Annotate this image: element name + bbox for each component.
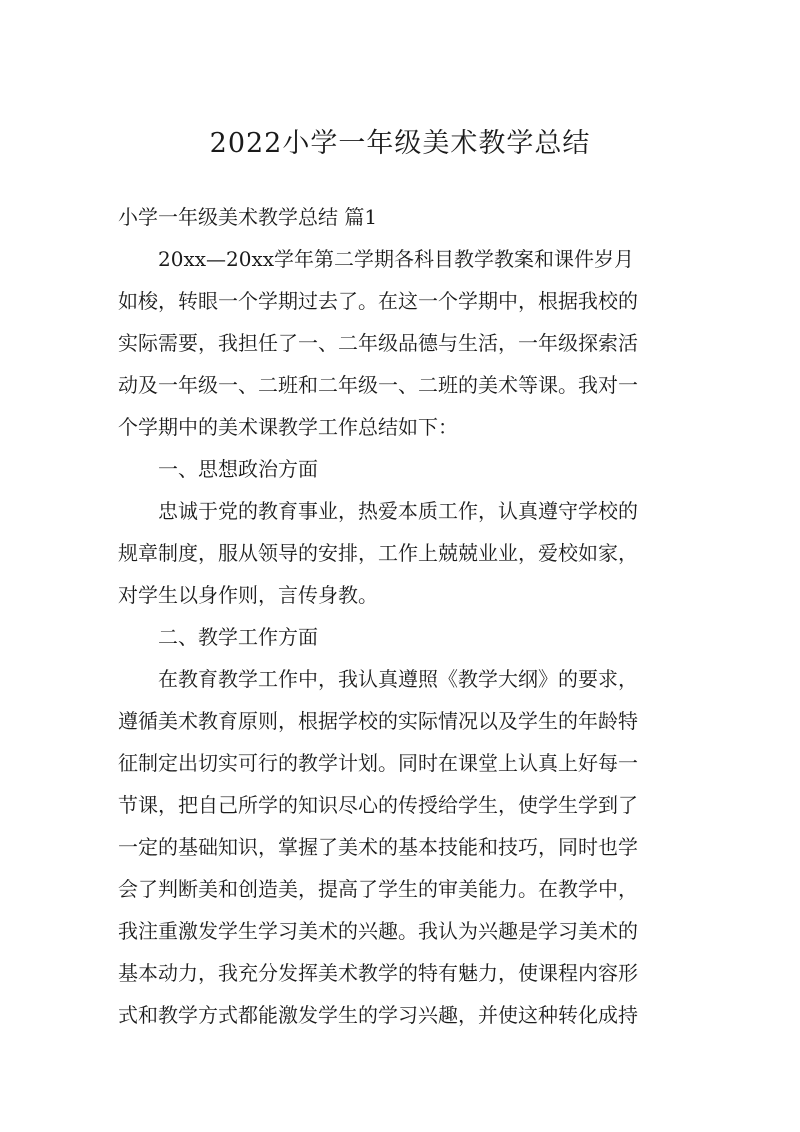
paragraph-line: 如梭，转眼一个学期过去了。在这一个学期中，根据我校的	[118, 289, 638, 313]
paragraph-line: 征制定出切实可行的教学计划。同时在课堂上认真上好每一	[118, 751, 638, 775]
paragraph-line: 我注重激发学生学习美术的兴趣。我认为兴趣是学习美术的	[118, 919, 638, 943]
paragraph-line: 节课，把自己所学的知识尽心的传授给学生，使学生学到了	[118, 793, 638, 817]
paragraph-line: 20xx—20xx学年第二学期各科目教学教案和课件岁月	[118, 247, 635, 271]
paragraph-line: 忠诚于党的教育事业，热爱本质工作，认真遵守学校的	[118, 499, 638, 523]
paragraph-line: 一定的基础知识，掌握了美术的基本技能和技巧，同时也学	[118, 835, 638, 859]
document-subtitle: 小学一年级美术教学总结 篇1	[118, 205, 378, 229]
paragraph-line: 个学期中的美术课教学工作总结如下：	[118, 415, 458, 439]
paragraph-line: 动及一年级一、二班和二年级一、二班的美术等课。我对一	[118, 373, 638, 397]
section-heading: 一、思想政治方面	[118, 457, 318, 481]
document-title: 2022小学一年级美术教学总结	[209, 128, 591, 159]
paragraph-line: 在教育教学工作中，我认真遵照《教学大纲》的要求，	[118, 667, 638, 691]
paragraph-line: 会了判断美和创造美，提高了学生的审美能力。在教学中，	[118, 877, 638, 901]
paragraph-line: 基本动力，我充分发挥美术教学的特有魅力，使课程内容形	[118, 961, 638, 985]
section-heading: 二、教学工作方面	[118, 625, 318, 649]
paragraph-line: 实际需要，我担任了一、二年级品德与生活，一年级探索活	[118, 331, 638, 355]
document-body	[118, 196, 692, 1036]
paragraph-line: 对学生以身作则，言传身教。	[118, 583, 378, 607]
paragraph-line: 式和教学方式都能激发学生的学习兴趣，并使这种转化成持	[118, 1003, 638, 1027]
paragraph-line: 规章制度，服从领导的安排，工作上兢兢业业，爱校如家，	[118, 541, 638, 565]
paragraph-line: 遵循美术教育原则，根据学校的实际情况以及学生的年龄特	[118, 709, 638, 733]
